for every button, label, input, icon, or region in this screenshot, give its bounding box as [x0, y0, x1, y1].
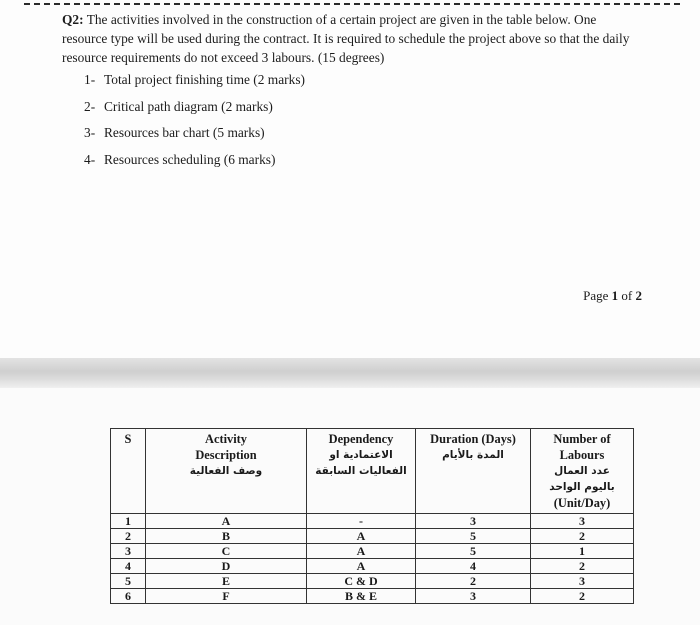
- task-list: [84, 72, 305, 178]
- question-text: [62, 10, 632, 67]
- header-dependency: Dependency الاعتمادية او الفعاليات السابقة: [307, 429, 416, 514]
- table-row: 6 F B & E 3 2: [111, 589, 634, 604]
- dashed-separator: [24, 3, 680, 5]
- question-label: Q2:: [62, 12, 84, 27]
- question-body: The activities involved in the construction of a certain project are given in the table below. One resource type will be used during the contract. It is required to schedule the project above so that the daily resource requirements do not exceed 3 labours. (15 degrees): [62, 12, 630, 65]
- list-item: 1- Total project finishing time (2 marks): [84, 72, 305, 87]
- page-number: Page 1 of 2: [583, 288, 642, 303]
- activity-table: [110, 428, 634, 604]
- list-item: 3- Resources bar chart (5 marks): [84, 125, 265, 140]
- list-item: 4- Resources scheduling (6 marks): [84, 151, 276, 167]
- table-header-row: [111, 429, 634, 514]
- list-item: 2- Critical path diagram (2 marks): [84, 98, 273, 114]
- table-row: 4 D A 4 2: [111, 559, 634, 574]
- page-gap: [0, 358, 700, 388]
- table-row: 2 B A 5 2: [111, 529, 634, 544]
- table-row: 1 A - 3 3: [111, 514, 634, 529]
- header-labours: Number of Labours عدد العمال باليوم الواحد (Unit/Day): [531, 429, 634, 514]
- header-sn: S: [111, 429, 146, 514]
- header-activity: Activity Description وصف الفعالية: [146, 429, 307, 514]
- table-row: 3 C A 5 1: [111, 544, 634, 559]
- header-duration: Duration (Days) المدة بالأيام: [416, 429, 531, 514]
- table-row: 5 E C & D 2 3: [111, 574, 634, 589]
